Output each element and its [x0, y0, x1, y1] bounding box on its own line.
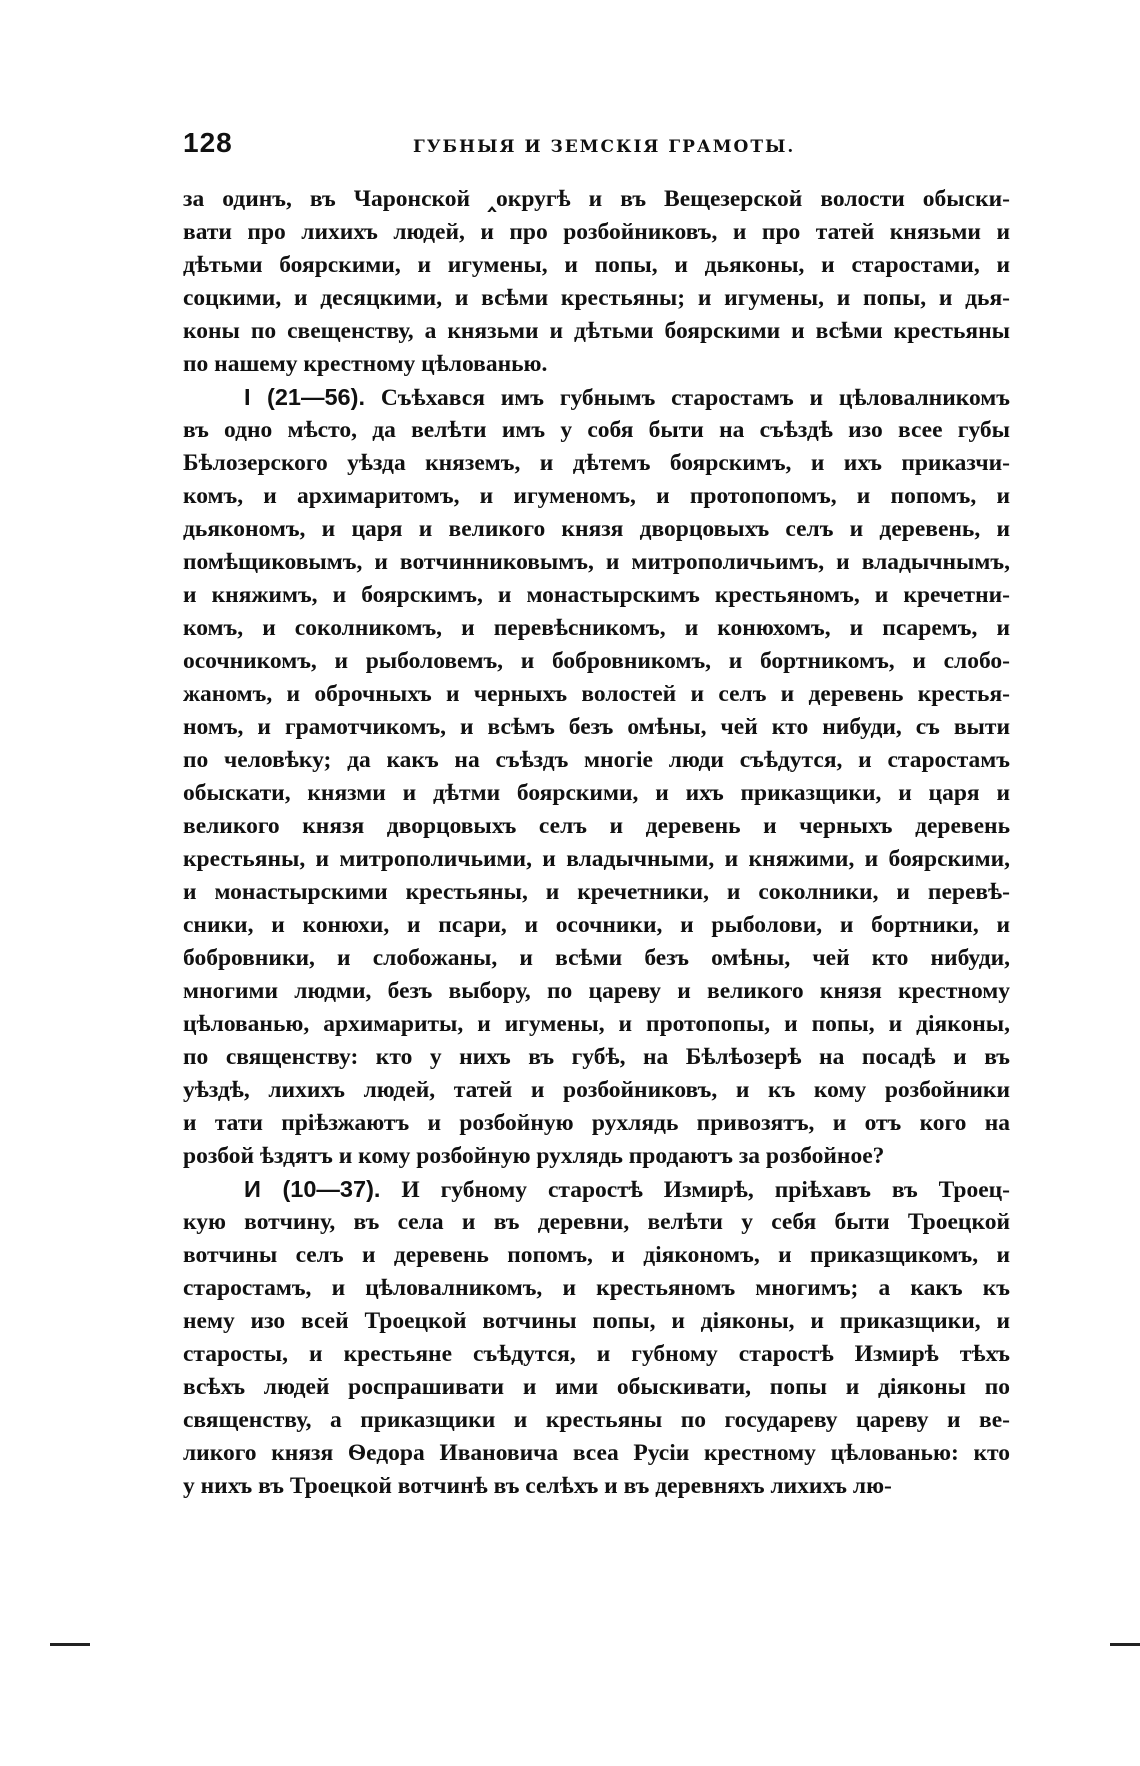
page-header [183, 127, 1010, 167]
section-marker: I (21—56). [244, 384, 365, 410]
paragraph-first-line [183, 1173, 1010, 1206]
text-line: Бѣлозерского уѣзда княземъ, и дѣтемъ боярскимъ, и ихъ приказчи- [183, 450, 1010, 476]
text-line: ликого князя Ѳедора Ивановича всеа Русіи крестному цѣлованью: кто [183, 1440, 1010, 1466]
text-line: многими людми, безъ выбору, по цареву и великого князя крестному [183, 978, 1010, 1004]
text-line: уѣздѣ, лихихъ людей, татей и розбойниковъ, и къ кому розбойники [183, 1077, 1010, 1103]
text-line: и монастырскими крестьяны, и кречетники, и соколники, и перевѣ- [183, 879, 1010, 905]
text-line: комъ, и соколникомъ, и перевѣсникомъ, и конюхомъ, и псаремъ, и [183, 615, 1010, 641]
text-line: обыскати, князми и дѣтми боярскими, и ихъ приказщики, и царя и [183, 780, 1010, 806]
text-line: розбой ѣздятъ и кому розбойную рухлядь продаютъ за розбойное? [183, 1143, 885, 1169]
text-line: комъ, и архимаритомъ, и игуменомъ, и протопопомъ, и попомъ, и [183, 483, 1010, 509]
text-line: дьякономъ, и царя и великого князя дворцовыхъ селъ и деревень, и [183, 516, 1010, 542]
text-line: старостамъ, и цѣловалникомъ, и крестьяномъ многимъ; а какъ къ [183, 1275, 1010, 1301]
text-line: нему изо всей Троецкой вотчины попы, и діяконы, и приказщики, и [183, 1308, 1010, 1334]
text-line: дѣтьми боярскими, и игумены, и попы, и дьяконы, и старостами, и [183, 252, 1010, 278]
text-line: великого князя дворцовыхъ селъ и деревень и черныхъ деревень [183, 813, 1010, 839]
paragraph-first-line [183, 381, 1010, 414]
text-line: по человѣку; да какъ на съѣздъ многіе люди съѣдутся, и старостамъ [183, 747, 1010, 773]
text-line: кую вотчину, въ села и въ деревни, велѣти у себя быти Троецкой [183, 1209, 1010, 1235]
text-line: въ одно мѣсто, да велѣти имъ у собя быти на съѣздѣ изо всее губы [183, 417, 1010, 443]
page-number: 128 [183, 127, 233, 158]
text-line: вати про лихихъ людей, и про розбойниковъ, и про татей князьми и [183, 219, 1010, 245]
text-line: и княжимъ, и боярскимъ, и монастырскимъ крестьяномъ, и кречетни- [183, 582, 1010, 608]
text-line: и тати пріѣзжаютъ и розбойную рухлядь привозятъ, и отъ кого на [183, 1110, 1010, 1136]
text-line: соцкими, и десяцкими, и всѣми крестьяны; и игумены, и попы, и дья- [183, 285, 1010, 311]
text-line: вотчины селъ и деревень попомъ, и діякономъ, и приказщикомъ, и [183, 1242, 1010, 1268]
text-line: цѣлованью, архимариты, и игумены, и протопопы, и попы, и діяконы, [183, 1011, 1010, 1037]
margin-mark-left [50, 1643, 90, 1646]
text-line: крестьяны, и митрополичьими, и владычными, и княжими, и боярскими, [183, 846, 1010, 872]
text-line: осочникомъ, и рыболовемъ, и бобровникомъ, и бортникомъ, и слобо- [183, 648, 1010, 674]
body-text [183, 183, 1010, 1503]
text-line: помѣщиковымъ, и вотчинниковымъ, и митрополичьимъ, и владычнымъ, [183, 549, 1010, 575]
text-line: всѣхъ людей роспрашивати и ими обыскивати, попы и діяконы по [183, 1374, 1010, 1400]
text-line: по священству: кто у нихъ въ губѣ, на Бѣлѣозерѣ на посадѣ и въ [183, 1044, 1010, 1070]
text-line: Съѣхався имъ губнымъ старостамъ и цѣловалникомъ [380, 385, 1011, 411]
running-title: ГУБНЫЯ И ЗЕМСКІЯ ГРАМОТЫ. [413, 137, 796, 157]
text-line: за одинъ, въ Чаронской ‸округѣ и въ Вещезерской волости обыски- [183, 186, 1010, 212]
text-line: старосты, и крестьяне съѣдутся, и губному старостѣ Измирѣ тѣхъ [183, 1341, 1010, 1367]
text-line: жаномъ, и оброчныхъ и черныхъ волостей и селъ и деревень крестья- [183, 681, 1010, 707]
text-line: сники, и конюхи, и псари, и осочники, и рыболови, и бортники, и [183, 912, 1010, 938]
text-line: номъ, и грамотчикомъ, и всѣмъ безъ омѣны, чей кто нибуди, съ выти [183, 714, 1010, 740]
text-line: по нашему крестному цѣлованью. [183, 351, 548, 377]
text-line: у нихъ въ Троецкой вотчинѣ въ селѣхъ и въ деревняхъ лихихъ лю- [183, 1473, 892, 1499]
text-line: бобровники, и слобожаны, и всѣми безъ омѣны, чей кто нибуди, [183, 945, 1010, 971]
text-line: коны по свещенству, а князьми и дѣтьми боярскими и всѣми крестьяны [183, 318, 1010, 344]
text-line: И губному старостѣ Измирѣ, пріѣхавъ въ Троец- [401, 1177, 1010, 1203]
section-marker: И (10—37). [244, 1176, 381, 1202]
text-line: священству, а приказщики и крестьяны по государеву цареву и ве- [183, 1407, 1010, 1433]
margin-mark-right [1110, 1643, 1140, 1646]
